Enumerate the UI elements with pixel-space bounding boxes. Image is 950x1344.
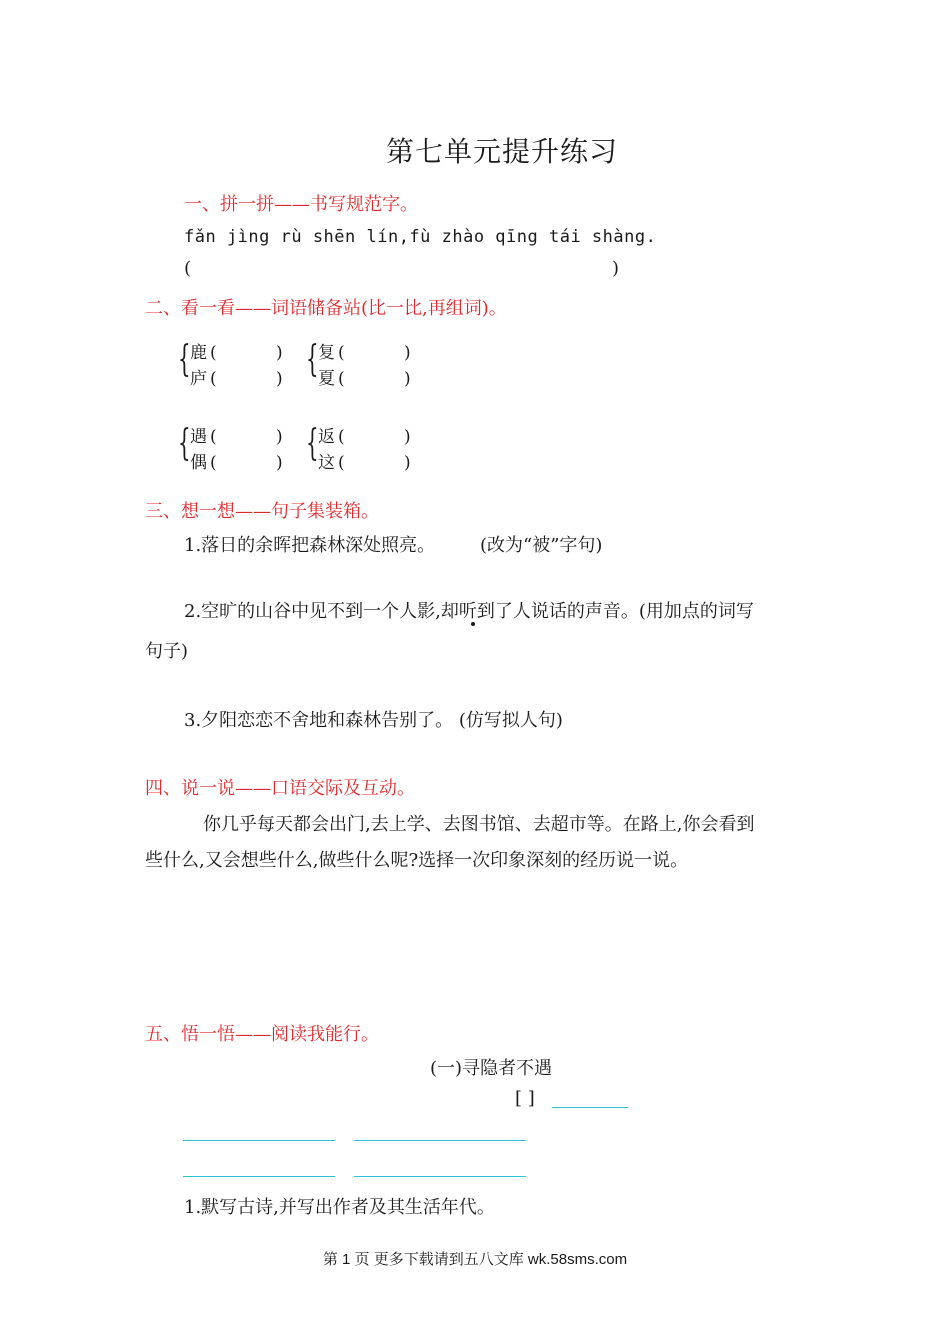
word-pair-3: 遇 ( ) 偶 ( ) [190,424,283,476]
brace-icon: { [178,339,191,380]
poem-line-1 [183,1140,335,1141]
char: 遇 [190,427,207,447]
answer-paren-open: ( [184,258,192,279]
page-title: 第七单元提升练习 [385,135,618,168]
char: 这 [318,453,335,473]
word-pair-2: 复 ( ) 夏 ( ) [318,340,411,392]
poem-line-4 [354,1176,526,1177]
char: 夏 [318,369,335,389]
char: 偶 [190,453,207,473]
poem-line-2 [354,1140,526,1141]
author-answer-line [552,1107,628,1108]
char: 返 [318,427,335,447]
brace-icon: { [306,339,319,380]
word-pair-4: 返 ( ) 这 ( ) [318,424,411,476]
brace-icon: { [306,423,319,464]
author-bracket: [ ] [515,1088,535,1109]
char: 复 [318,343,335,363]
section1-heading: 一、拼一拼——书写规范字。 [184,194,418,215]
question-3: 3.夕阳恋恋不舍地和森林告别了。 (仿写拟人句) [184,710,563,731]
word-pair-1: 鹿 ( ) 庐 ( ) [190,340,283,392]
reading-question-1: 1.默写古诗,并写出作者及其生活年代。 [184,1197,495,1218]
section2-heading: 二、看一看——词语储备站(比一比,再组词)。 [145,298,507,319]
question-1: 1.落日的余晖把森林深处照亮。 [184,535,436,556]
section5-heading: 五、悟一悟——阅读我能行。 [145,1024,379,1045]
page-footer: 第 1 页 更多下载请到五八文库 wk.58sms.com [322,1251,628,1268]
char: 鹿 [190,343,207,363]
question-2-line1: 2.空旷的山谷中见不到一个人影,却听到了人说话的声音。(用加点的词写 [184,601,754,622]
char: 庐 [190,369,207,389]
pinyin-line: fǎn jìng rù shēn lín,fù zhào qīng tái shàng. [184,227,657,247]
question-1-note: (改为“被”字句) [480,535,603,556]
paragraph-line2: 些什么,又会想些什么,做些什么呢?选择一次印象深刻的经历说一说。 [145,850,689,871]
poem-title: (一)寻隐者不遇 [430,1058,553,1079]
brace-icon: { [178,423,191,464]
question-2-line2: 句子) [145,641,189,662]
section3-heading: 三、想一想——句子集装箱。 [145,501,379,522]
answer-paren-close: ) [612,258,620,279]
paragraph-line1: 你几乎每天都会出门,去上学、去图书馆、去超市等。在路上,你会看到 [203,814,755,835]
section4-heading: 四、说一说——口语交际及互动。 [145,778,415,799]
poem-line-3 [183,1176,335,1177]
emphasis-dot [471,622,475,626]
